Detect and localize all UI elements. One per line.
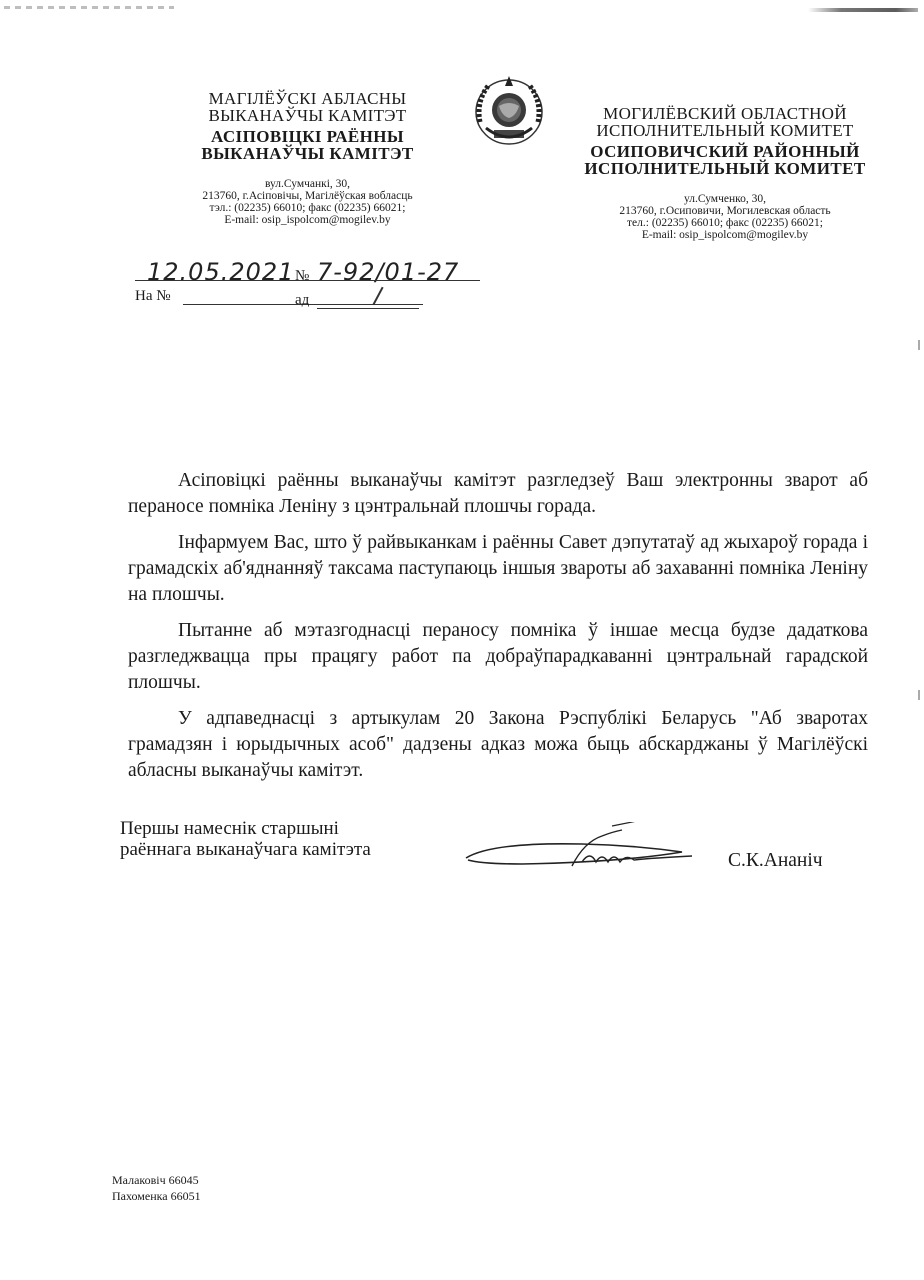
dept-name-line1: ОСИПОВИЧСКИЙ РАЙОННЫЙ: [590, 142, 860, 161]
body-paragraph: Інфармуем Вас, што ў райвыканкам і раённы Савет дэпутатаў ад жыхароў горада і грамадскіх аб'яднанняў таксама паступаюць іншыя звароты аб захаванні помніка Леніну на плошчы.: [128, 532, 868, 605]
header-right: [565, 105, 885, 241]
executor-line1: Малаковіч 66045: [112, 1173, 199, 1187]
dept-name-line2: ИСПОЛНИТЕЛЬНЫЙ КОМИТЕТ: [584, 159, 866, 178]
handwritten-slash: [372, 287, 383, 306]
state-emblem-icon: [472, 72, 546, 148]
registration-underline: [135, 280, 480, 281]
address-city: 213760, г.Асіповічы, Магілёўская вобласць: [202, 190, 413, 203]
org-name-line1: МОГИЛЁВСКИЙ ОБЛАСТНОЙ: [603, 104, 847, 123]
org-name-line2: ИСПОЛНИТЕЛЬНЫЙ КОМИТЕТ: [596, 121, 854, 140]
body-paragraph: Пытанне аб мэтазгоднасці пераносу помніка ў іншае месца будзе дадаткова разгледжвацца пры працягу работ па добраўпарадкаванні цэнтральнай гарадской плошчы.: [128, 620, 868, 693]
address-email: E-mail: osip_ispolcom@mogilev.by: [224, 214, 391, 227]
header-left: [160, 90, 455, 226]
handwritten-signature: [462, 822, 702, 878]
signatory-title-line1: Першы намеснік старшыні: [120, 818, 339, 839]
address-city: 213760, г.Осиповичи, Могилевская область: [619, 205, 831, 218]
dept-name-line1: АСІПОВІЦКІ РАЁННЫ: [211, 127, 404, 146]
signatory-name: С.К.Ананіч: [728, 850, 823, 871]
scan-artifact-edge-mark: [918, 340, 920, 350]
signatory-title: [120, 818, 371, 860]
body-paragraph: Асіповіцкі раённы выканаўчы камітэт разгледзеў Ваш электронны зварот аб пераносе помніка Леніну з цэнтральнай плошчы горада.: [128, 470, 868, 517]
address-phone: тел.: (02235) 66010; факс (02235) 66021;: [627, 217, 823, 230]
scan-artifact-top-right: [808, 8, 918, 12]
address-block: [565, 193, 885, 241]
executor-contacts: [112, 1172, 201, 1204]
reference-date-label: ад: [295, 292, 310, 308]
letter-body: [128, 468, 868, 794]
address-phone: тэл.: (02235) 66010; факс (02235) 66021;: [209, 202, 406, 215]
executor-line2: Пахоменка 66051: [112, 1189, 201, 1203]
address-block: [160, 178, 455, 226]
scan-artifact-top-left: [4, 6, 174, 9]
org-name-line1: МАГІЛЁЎСКІ АБЛАСНЫ: [208, 89, 407, 108]
body-paragraph: У адпаведнасці з артыкулам 20 Закона Рэспублікі Беларусь "Аб зваротах грамадзян і юрыдычных асоб" дадзены адказ можа быць абскарджаны ў Магілёўскі абласны выканаўчы камітэт.: [128, 708, 868, 781]
registration-number: 7-92/01-27: [317, 258, 460, 286]
address-email: E-mail: osip_ispolcom@mogilev.by: [641, 229, 809, 242]
registration-block: [135, 258, 495, 320]
dept-name-line2: ВЫКАНАЎЧЫ КАМІТЭТ: [201, 144, 414, 163]
registration-date: 12.05.2021: [147, 258, 295, 286]
registration-number-label: №: [295, 268, 310, 284]
reference-number-label: На №: [135, 288, 171, 304]
scan-artifact-edge-mark: [918, 690, 920, 700]
reference-date-line: [317, 308, 419, 309]
org-name-line2: ВЫКАНАЎЧЫ КАМІТЭТ: [208, 106, 407, 125]
address-street: ул.Сумченко, 30,: [683, 193, 767, 205]
address-street: вул.Сумчанкі, 30,: [264, 178, 351, 190]
signatory-title-line2: раённага выканаўчага камітэта: [120, 839, 371, 860]
